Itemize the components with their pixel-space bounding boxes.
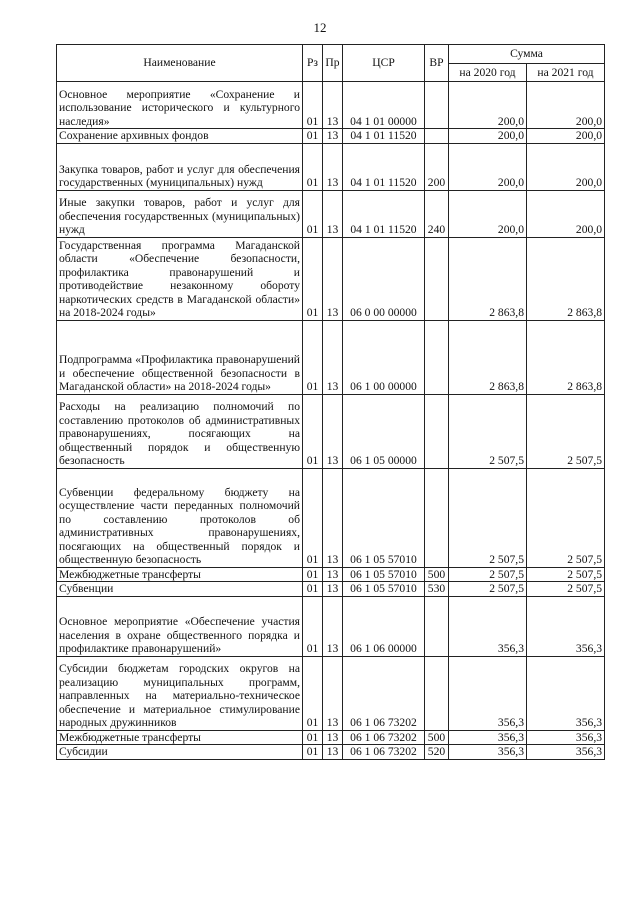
- cell-pr: 13: [323, 596, 343, 656]
- cell-rz: 01: [303, 730, 323, 745]
- cell-pr: 13: [323, 730, 343, 745]
- cell-csr: 06 1 06 73202: [343, 745, 425, 760]
- cell-vr: [425, 656, 449, 730]
- cell-pr: 13: [323, 237, 343, 320]
- cell-sum-2021: 2 507,5: [527, 567, 605, 582]
- cell-name: Субвенции: [57, 582, 303, 597]
- cell-vr: [425, 129, 449, 144]
- cell-vr: [425, 237, 449, 320]
- table-header: [57, 45, 605, 82]
- cell-pr: 13: [323, 82, 343, 129]
- cell-sum-2021: 356,3: [527, 596, 605, 656]
- cell-sum-2020: 356,3: [449, 745, 527, 760]
- cell-rz: 01: [303, 394, 323, 468]
- cell-name: Государственная программа Магаданской области «Обеспечение безопасности, профилактика правонарушений и противодействие незаконному обороту наркотических средств в Магаданской области» на 2018-2024 годы»: [57, 237, 303, 320]
- cell-csr: 04 1 01 11520: [343, 129, 425, 144]
- header-pr: Пр: [323, 45, 343, 82]
- cell-sum-2021: 2 863,8: [527, 320, 605, 394]
- header-name: Наименование: [57, 45, 303, 82]
- table-row: [57, 82, 605, 129]
- cell-csr: 06 1 06 00000: [343, 596, 425, 656]
- header-rz: Рз: [303, 45, 323, 82]
- cell-vr: [425, 320, 449, 394]
- table-row: [57, 143, 605, 190]
- cell-rz: 01: [303, 656, 323, 730]
- cell-rz: 01: [303, 143, 323, 190]
- cell-vr: 200: [425, 143, 449, 190]
- cell-vr: 240: [425, 190, 449, 237]
- cell-rz: 01: [303, 745, 323, 760]
- cell-sum-2020: 2 507,5: [449, 567, 527, 582]
- cell-sum-2020: 200,0: [449, 190, 527, 237]
- table-row: [57, 730, 605, 745]
- table-body: [57, 82, 605, 760]
- cell-sum-2020: 2 863,8: [449, 320, 527, 394]
- cell-sum-2020: 2 507,5: [449, 394, 527, 468]
- cell-vr: [425, 468, 449, 567]
- cell-sum-2021: 200,0: [527, 129, 605, 144]
- cell-name: Основное мероприятие «Сохранение и использование исторического и культурного наследия»: [57, 82, 303, 129]
- cell-sum-2020: 356,3: [449, 656, 527, 730]
- cell-vr: 520: [425, 745, 449, 760]
- cell-rz: 01: [303, 596, 323, 656]
- cell-name: Субсидии: [57, 745, 303, 760]
- cell-pr: 13: [323, 656, 343, 730]
- cell-sum-2021: 356,3: [527, 745, 605, 760]
- cell-rz: 01: [303, 129, 323, 144]
- page-number: 12: [313, 20, 327, 35]
- cell-csr: 04 1 01 11520: [343, 190, 425, 237]
- cell-csr: 04 1 01 00000: [343, 82, 425, 129]
- cell-pr: 13: [323, 567, 343, 582]
- cell-csr: 06 1 06 73202: [343, 656, 425, 730]
- cell-rz: 01: [303, 237, 323, 320]
- cell-sum-2021: 200,0: [527, 82, 605, 129]
- cell-sum-2020: 200,0: [449, 143, 527, 190]
- header-csr: ЦСР: [343, 45, 425, 82]
- cell-sum-2021: 356,3: [527, 730, 605, 745]
- cell-csr: 06 0 00 00000: [343, 237, 425, 320]
- cell-pr: 13: [323, 582, 343, 597]
- table-row: [57, 320, 605, 394]
- cell-sum-2021: 200,0: [527, 190, 605, 237]
- cell-name: Закупка товаров, работ и услуг для обеспечения государственных (муниципальных) нужд: [57, 143, 303, 190]
- table-row: [57, 190, 605, 237]
- cell-sum-2020: 2 507,5: [449, 582, 527, 597]
- cell-csr: 06 1 05 57010: [343, 468, 425, 567]
- cell-sum-2021: 2 507,5: [527, 582, 605, 597]
- cell-pr: 13: [323, 129, 343, 144]
- cell-rz: 01: [303, 468, 323, 567]
- cell-sum-2021: 356,3: [527, 656, 605, 730]
- cell-pr: 13: [323, 190, 343, 237]
- cell-name: Основное мероприятие «Обеспечение участия населения в охране общественного порядка и профилактике правонарушений»: [57, 596, 303, 656]
- cell-sum-2021: 200,0: [527, 143, 605, 190]
- cell-pr: 13: [323, 394, 343, 468]
- cell-name: Расходы на реализацию полномочий по составлению протоколов об административных правонарушениях, посягающих на общественный порядок и общественную безопасность: [57, 394, 303, 468]
- table-row: [57, 596, 605, 656]
- cell-rz: 01: [303, 320, 323, 394]
- cell-vr: 500: [425, 567, 449, 582]
- cell-pr: 13: [323, 745, 343, 760]
- cell-pr: 13: [323, 468, 343, 567]
- cell-csr: 06 1 05 00000: [343, 394, 425, 468]
- table-row: [57, 567, 605, 582]
- cell-sum-2020: 200,0: [449, 82, 527, 129]
- cell-sum-2021: 2 863,8: [527, 237, 605, 320]
- cell-csr: 06 1 05 57010: [343, 582, 425, 597]
- cell-vr: [425, 82, 449, 129]
- header-year-2020: на 2020 год: [449, 64, 527, 82]
- cell-vr: [425, 596, 449, 656]
- cell-name: Субсидии бюджетам городских округов на реализацию муниципальных программ, направленных на материально-техническое обеспечение и материальное стимулирование народных дружинников: [57, 656, 303, 730]
- table-row: [57, 129, 605, 144]
- table-row: [57, 394, 605, 468]
- table-row: [57, 656, 605, 730]
- cell-rz: 01: [303, 582, 323, 597]
- cell-csr: 06 1 05 57010: [343, 567, 425, 582]
- header-sum: Сумма: [449, 45, 605, 64]
- cell-vr: 500: [425, 730, 449, 745]
- cell-csr: 04 1 01 11520: [343, 143, 425, 190]
- cell-name: Межбюджетные трансферты: [57, 567, 303, 582]
- cell-pr: 13: [323, 320, 343, 394]
- cell-sum-2021: 2 507,5: [527, 468, 605, 567]
- cell-rz: 01: [303, 82, 323, 129]
- cell-sum-2020: 2 507,5: [449, 468, 527, 567]
- cell-vr: [425, 394, 449, 468]
- cell-sum-2021: 2 507,5: [527, 394, 605, 468]
- table-row: [57, 582, 605, 597]
- cell-vr: 530: [425, 582, 449, 597]
- header-year-2021: на 2021 год: [527, 64, 605, 82]
- cell-name: Субвенции федеральному бюджету на осуществление части переданных полномочий по составлению протоколов об административных правонарушениях, посягающих на общественный порядок и общественную безопасность: [57, 468, 303, 567]
- budget-table: [56, 44, 605, 760]
- cell-sum-2020: 356,3: [449, 596, 527, 656]
- table-row: [57, 237, 605, 320]
- cell-csr: 06 1 00 00000: [343, 320, 425, 394]
- cell-rz: 01: [303, 190, 323, 237]
- cell-sum-2020: 2 863,8: [449, 237, 527, 320]
- cell-sum-2020: 200,0: [449, 129, 527, 144]
- cell-sum-2020: 356,3: [449, 730, 527, 745]
- cell-name: Межбюджетные трансферты: [57, 730, 303, 745]
- cell-csr: 06 1 06 73202: [343, 730, 425, 745]
- header-vr: ВР: [425, 45, 449, 82]
- table-row: [57, 468, 605, 567]
- cell-name: Сохранение архивных фондов: [57, 129, 303, 144]
- cell-pr: 13: [323, 143, 343, 190]
- cell-rz: 01: [303, 567, 323, 582]
- cell-name: Иные закупки товаров, работ и услуг для обеспечения государственных (муниципальных) нужд: [57, 190, 303, 237]
- cell-name: Подпрограмма «Профилактика правонарушений и обеспечение общественной безопасности в Магаданской области» на 2018-2024 годы»: [57, 320, 303, 394]
- table-row: [57, 745, 605, 760]
